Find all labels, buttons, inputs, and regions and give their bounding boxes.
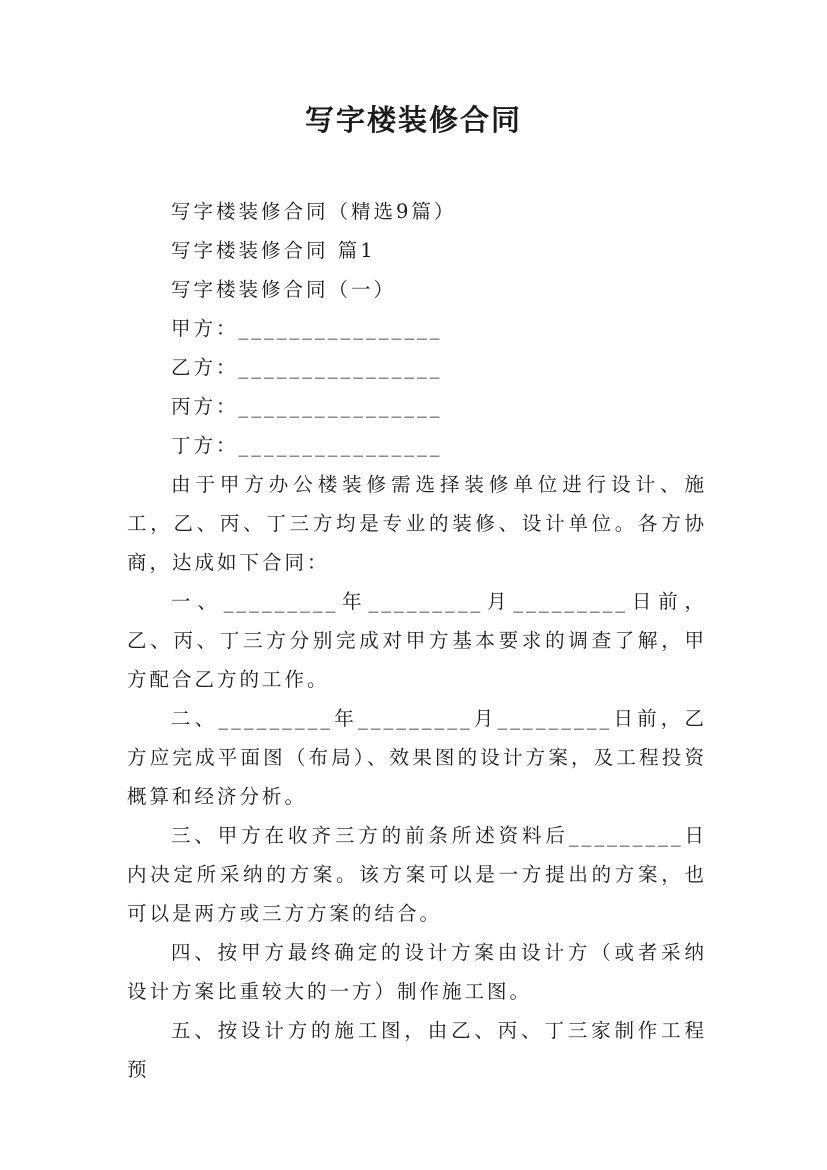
document-body — [127, 192, 707, 1089]
party-a-line: 甲方：________________ — [171, 317, 443, 340]
clause-1: 一、_________年_________月_________日前，乙、丙、丁三方分别完成对甲方基本要求的调查了解，甲方配合乙方的工作。 — [127, 590, 707, 691]
paragraph-contract-heading: 写字楼装修合同（一） — [171, 278, 397, 301]
document-title: 写字楼装修合同 — [304, 103, 522, 137]
paragraph-subtitle: 写字楼装修合同（精选9篇） — [171, 200, 457, 223]
party-c-line: 丙方：________________ — [171, 395, 443, 418]
party-b-line: 乙方：________________ — [171, 356, 443, 379]
clause-5: 五、按设计方的施工图，由乙、丙、丁三家制作工程预 — [127, 1019, 707, 1081]
clause-3: 三、甲方在收齐三方的前条所述资料后_________日内决定所采纳的方案。该方案可以是一方提出的方案，也可以是两方或三方方案的结合。 — [127, 824, 707, 925]
clause-4: 四、按甲方最终确定的设计方案由设计方（或者采纳设计方案比重较大的一方）制作施工图。 — [127, 941, 707, 1003]
party-d-line: 丁方：________________ — [171, 434, 443, 457]
paragraph-preamble: 由于甲方办公楼装修需选择装修单位进行设计、施工，乙、丙、丁三方均是专业的装修、设计单位。各方协商，达成如下合同： — [127, 473, 707, 574]
paragraph-article-heading: 写字楼装修合同 篇1 — [171, 239, 376, 262]
clause-2: 二、_________年_________月_________日前，乙方应完成平面图（布局）、效果图的设计方案，及工程投资概算和经济分析。 — [127, 707, 707, 808]
